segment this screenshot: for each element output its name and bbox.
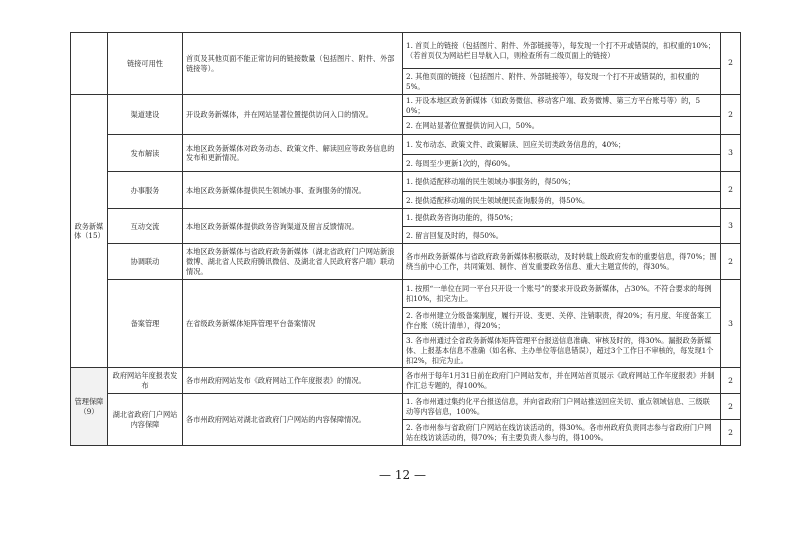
category-cell-new-media: 政务新媒体（15） [71, 95, 108, 368]
content-cell: 本地区政务新媒体对政务动态、政策文件、解读回应等政务信息的发布和更新情况。 [183, 135, 403, 172]
score-cell: 2 [721, 368, 741, 394]
indicator-cell: 链接可用性 [108, 33, 183, 95]
criteria-cell: 各市州于每年1月31日前在政府门户网站发布，并在网站首页展示《政府网站工作年度报表》并制作汇总专题的，得100%。 [403, 368, 721, 394]
criteria-cell: 1. 提供政务咨询功能的，得50%； [403, 209, 721, 227]
criteria-cell: 2. 在网站显著位置提供访问入口，50%。 [403, 117, 721, 135]
indicator-cell: 湖北省政府门户网站内容保障 [108, 394, 183, 446]
criteria-cell: 3. 各市州通过全省政务新媒体矩阵管理平台报送信息准确、审核及时的，得30%。漏报政务新媒体、上报基本信息不准确（如名称、主办单位等信息错误），超过3个工作日不审核的，每发现1个扣2%，扣完为止。 [403, 334, 721, 368]
indicator-cell: 办事服务 [108, 172, 183, 209]
score-cell: 2 [721, 95, 741, 135]
content-cell: 本地区政务新媒体与省政府政务新媒体（湖北省政府门户网站新浪微博、湖北省人民政府腾讯微信、及湖北省人民政府客户端）联动情况。 [183, 244, 403, 280]
criteria-cell: 1. 提供适配移动端的民生领域办事服务的，得50%； [403, 172, 721, 192]
category-cell-empty [71, 33, 108, 95]
criteria-cell: 2. 每周至少更新1次的，得60%。 [403, 155, 721, 172]
content-cell: 开设政务新媒体，并在网站显著位置提供访问入口的情况。 [183, 95, 403, 135]
score-cell: 2 [721, 420, 741, 446]
criteria-cell: 2. 各市州参与省政府门户网站在线访谈活动的，得30%。各市州政府负责同志参与省政府门户网站在线访谈活动的，得70%；有主要负责人参与的，得100%。 [403, 420, 721, 446]
score-cell: 2 [721, 33, 741, 95]
table-row [71, 280, 741, 308]
criteria-cell: 2. 各市州建立分级备案制度，履行开设、变更、关停、注销职责，得20%；有月度、年度备案工作台账（统计清单），得20%； [403, 308, 721, 334]
score-cell: 2 [721, 172, 741, 209]
indicator-cell: 发布解读 [108, 135, 183, 172]
indicator-cell: 互动交流 [108, 209, 183, 244]
criteria-cell: 2. 留言回复及时的，得50%。 [403, 227, 721, 244]
table-row [71, 368, 741, 394]
criteria-cell: 1. 按照“一单位在同一平台只开设一个账号”的要求开设政务新媒体，占30%。不符合要求的每例扣10%，扣完为止。 [403, 280, 721, 308]
criteria-cell: 2. 提供适配移动端的民生领域便民查询服务的，得50%。 [403, 192, 721, 209]
indicator-cell: 政府网站年度报表发布 [108, 368, 183, 394]
table-row [71, 33, 741, 69]
indicator-cell: 渠道建设 [108, 95, 183, 135]
indicator-cell: 备案管理 [108, 280, 183, 368]
content-cell: 本地区政务新媒体提供民生领域办事、查询服务的情况。 [183, 172, 403, 209]
score-cell: 2 [721, 244, 741, 280]
indicator-cell: 协调联动 [108, 244, 183, 280]
criteria-cell: 各市州政务新媒体与省政府政务新媒体积极联动，及时转载上级政府发布的重要信息，得70%；围绕当前中心工作，共同策划、制作、首发重要政务信息、重大主题宣传的，得30%。 [403, 244, 721, 280]
score-cell: 3 [721, 280, 741, 368]
table-row [71, 244, 741, 280]
table-row [71, 135, 741, 155]
score-cell: 3 [721, 209, 741, 244]
table-row [71, 394, 741, 420]
criteria-cell: 1. 发布动态、政策文件、政策解读、回应关切类政务信息的，40%； [403, 135, 721, 155]
page-number: — 12 — [379, 468, 426, 482]
table-row [71, 209, 741, 227]
content-cell: 各市州政府网站对湖北省政府门户网站的内容保障情况。 [183, 394, 403, 446]
evaluation-table [70, 32, 741, 446]
table-row [71, 95, 741, 117]
content-cell: 在省级政务新媒体矩阵管理平台备案情况 [183, 280, 403, 368]
content-cell: 首页及其他页面不能正常访问的链接数量（包括图片、附件、外部链接等）。 [183, 33, 403, 95]
criteria-cell: 1. 各市州通过集约化平台报送信息，并向省政府门户网站推送回应关切、重点领域信息、三级联动等内容信息，100%。 [403, 394, 721, 420]
criteria-cell: 1. 开设本地区政务新媒体（如政务微信、移动客户端、政务微博、第三方平台账号等）的，50%； [403, 95, 721, 117]
content-cell: 本地区政务新媒体提供政务咨询渠道及留言反馈情况。 [183, 209, 403, 244]
table-row [71, 172, 741, 192]
criteria-cell: 2. 其他页面的链接（包括图片、附件、外部链接等），每发现一个打不开或错误的，扣权重的5%。 [403, 69, 721, 95]
category-cell-management: 管理保障（9） [71, 368, 108, 446]
score-cell: 3 [721, 135, 741, 172]
score-cell: 2 [721, 394, 741, 420]
criteria-cell: 1. 首页上的链接（包括图片、附件、外部链接等），每发现一个打不开或错误的，扣权重的10%；（若首页仅为网站栏目导航入口，则检查所有二级页面上的链接） [403, 33, 721, 69]
content-cell: 各市州政府网站发布《政府网站工作年度报表》的情况。 [183, 368, 403, 394]
